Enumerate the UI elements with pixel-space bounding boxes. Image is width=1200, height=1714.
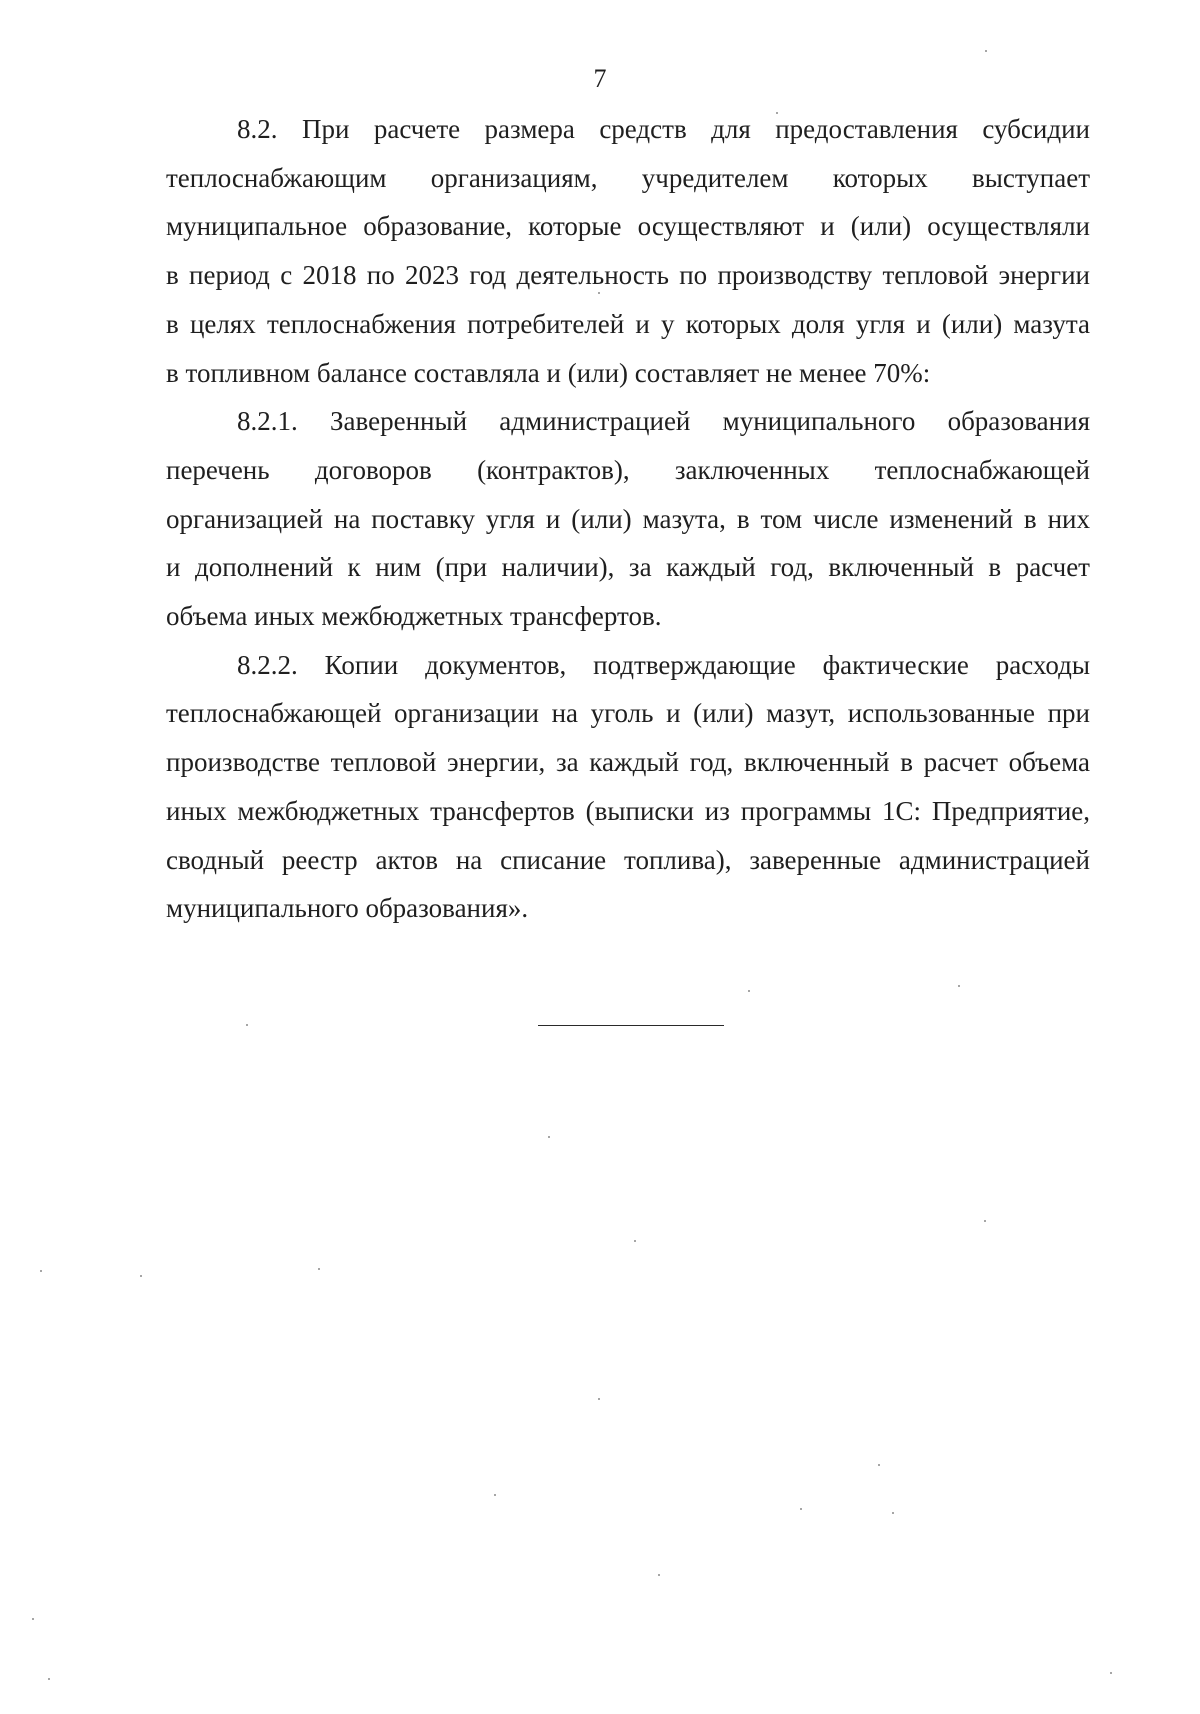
scan-speck — [48, 1678, 50, 1680]
text-line: 8.2.1. Заверенный администрацией муниципального образования — [237, 406, 1090, 437]
scan-speck — [246, 1024, 248, 1026]
scan-speck — [800, 1508, 802, 1510]
text-line: 8.2. При расчете размера средств для предоставления субсидии — [237, 114, 1090, 144]
text-line: объема иных межбюджетных трансфертов. — [166, 601, 662, 632]
paragraph-8-2-1 — [166, 397, 1090, 641]
scan-speck — [776, 112, 778, 114]
text-line: 8.2.2. Копии документов, подтверждающие фактические расходы — [237, 649, 1090, 680]
scan-speck — [40, 1270, 42, 1272]
text-line: организацией на поставку угля и (или) мазута, в том числе изменений в них — [166, 503, 1090, 534]
scan-speck — [748, 990, 750, 992]
paragraph-8-2-2 — [166, 641, 1090, 933]
document-body — [166, 105, 1090, 933]
scan-speck — [985, 50, 987, 52]
page-number: 7 — [593, 64, 607, 93]
paragraph-8-2 — [166, 105, 1090, 397]
text-line: муниципального образования». — [166, 893, 529, 924]
scan-speck — [658, 1574, 660, 1576]
scan-speck — [878, 1464, 880, 1466]
text-line: муниципальное образование, которые осуществляют и (или) осуществляли — [166, 211, 1090, 242]
scan-speck — [318, 1268, 320, 1270]
end-of-text-rule — [538, 1025, 724, 1026]
scan-speck — [1110, 1672, 1112, 1674]
scan-speck — [140, 1275, 142, 1277]
text-line: сводный реестр актов на списание топлива), заверенные администрацией — [166, 844, 1090, 875]
text-line: и дополнений к ним (при наличии), за каждый год, включенный в расчет — [166, 552, 1090, 583]
scan-speck — [634, 1240, 636, 1242]
text-line: иных межбюджетных трансфертов (выписки из программы 1С: Предприятие, — [166, 795, 1090, 826]
text-line: теплоснабжающим организациям, учредителем которых выступает — [166, 162, 1090, 193]
scan-speck — [494, 1494, 496, 1496]
text-line: в период с 2018 по 2023 год деятельность по производству тепловой энергии — [166, 260, 1090, 291]
scan-speck — [32, 1618, 34, 1620]
scan-speck — [958, 985, 960, 987]
text-line: в целях теплоснабжения потребителей и у которых доля угля и (или) мазута — [166, 308, 1090, 339]
text-line: теплоснабжающей организации на уголь и (или) мазут, использованные при — [166, 698, 1090, 729]
scan-speck — [984, 1220, 986, 1222]
text-line: в топливном балансе составляла и (или) составляет не менее 70%: — [166, 357, 931, 388]
text-line: перечень договоров (контрактов), заключенных теплоснабжающей — [166, 454, 1090, 485]
text-line: производстве тепловой энергии, за каждый год, включенный в расчет объема — [166, 747, 1090, 778]
scan-speck — [598, 1398, 600, 1400]
scan-speck — [598, 292, 600, 294]
scan-speck — [892, 1512, 894, 1514]
scan-speck — [548, 1136, 550, 1138]
